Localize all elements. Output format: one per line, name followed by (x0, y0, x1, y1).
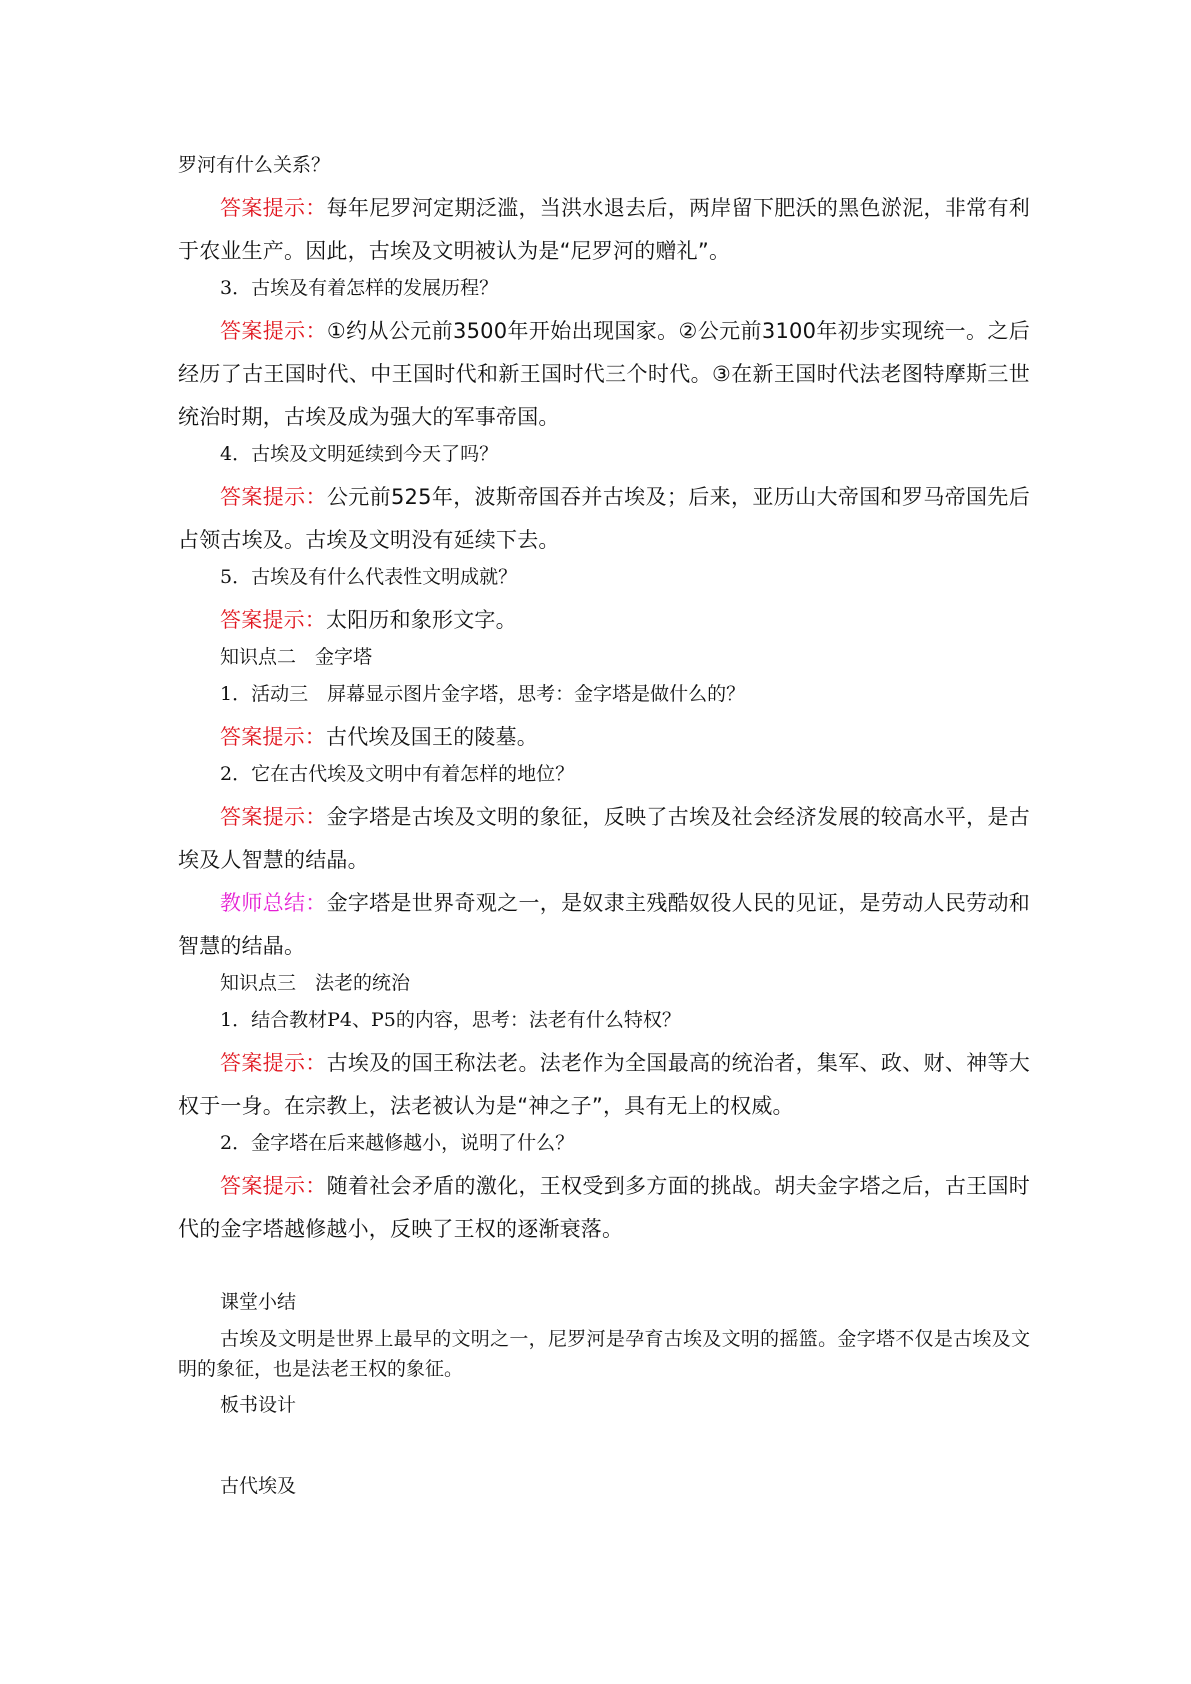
answer-text: 随着社会矛盾的激化，王权受到多方面的挑战。胡夫金字塔之后，古王国时代的金字塔越修越小，反映了王权的逐渐衰落。 (178, 1174, 1030, 1241)
answer-hint-label: 答案提示： (220, 1051, 327, 1075)
answer-paragraph (178, 310, 1030, 439)
answer-text: 公元前525年，波斯帝国吞并古埃及；后来，亚历山大帝国和罗马帝国先后占领古埃及。古埃及文明没有延续下去。 (178, 485, 1030, 552)
answer-paragraph (178, 796, 1030, 882)
question-line: 4．古埃及文明延续到今天了吗？ (220, 443, 499, 465)
question-line: 罗河有什么关系？ (178, 154, 331, 176)
answer-paragraph (178, 1042, 1030, 1128)
board-item: 古代埃及 (220, 1475, 297, 1497)
question-line: 5．古埃及有什么代表性文明成就？ (220, 566, 518, 588)
answer-hint-label: 答案提示： (220, 196, 327, 220)
answer-text: 太阳历和象形文字。 (326, 608, 517, 632)
qa-blocks (178, 150, 1030, 1251)
answer-hint-label: 答案提示： (220, 1174, 327, 1198)
answer-paragraph (178, 1165, 1030, 1251)
question-line: 2．金字塔在后来越修越小，说明了什么？ (220, 1132, 575, 1154)
board-heading: 板书设计 (220, 1394, 297, 1416)
answer-paragraph (178, 882, 1030, 968)
question-line: 3．古埃及有着怎样的发展历程？ (220, 277, 499, 299)
question-line: 知识点三 法老的统治 (220, 972, 411, 994)
answer-text: 古埃及的国王称法老。法老作为全国最高的统治者，集军、政、财、神等大权于一身。在宗教上，法老被认为是“神之子”，具有无上的权威。 (178, 1051, 1030, 1118)
answer-hint-label: 答案提示： (220, 725, 326, 749)
summary-heading: 课堂小结 (220, 1291, 297, 1313)
answer-hint-label: 答案提示： (220, 485, 327, 509)
answer-hint-label: 答案提示： (220, 608, 326, 632)
answer-hint-label: 答案提示： (220, 319, 327, 343)
question-line: 1．结合教材P4、P5的内容，思考：法老有什么特权？ (220, 1009, 681, 1031)
answer-text: 古代埃及国王的陵墓。 (326, 725, 538, 749)
answer-text: ①约从公元前3500年开始出现国家。②公元前3100年初步实现统一。之后经历了古王国时代、中王国时代和新王国时代三个时代。③在新王国时代法老图特摩斯三世统治时期，古埃及成为强大的军事帝国。 (178, 319, 1030, 429)
question-line: 1．活动三 屏幕显示图片金字塔，思考：金字塔是做什么的？ (220, 683, 746, 705)
answer-hint-label: 答案提示： (220, 805, 327, 829)
answer-paragraph (178, 476, 1030, 562)
answer-text: 每年尼罗河定期泛滥，当洪水退去后，两岸留下肥沃的黑色淤泥，非常有利于农业生产。因此，古埃及文明被认为是“尼罗河的赠礼”。 (178, 196, 1030, 263)
question-line: 知识点二 金字塔 (220, 646, 373, 668)
teacher-summary-label: 教师总结： (220, 891, 327, 915)
summary-text: 古埃及文明是世界上最早的文明之一，尼罗河是孕育古埃及文明的摇篮。金字塔不仅是古埃及文明的象征，也是法老王权的象征。 (178, 1328, 1030, 1380)
answer-text: 金字塔是世界奇观之一，是奴隶主残酷奴役人民的见证，是劳动人民劳动和智慧的结晶。 (178, 891, 1030, 958)
question-line: 2．它在古代埃及文明中有着怎样的地位？ (220, 763, 575, 785)
answer-paragraph (178, 716, 1030, 759)
answer-paragraph (178, 187, 1030, 273)
answer-text: 金字塔是古埃及文明的象征，反映了古埃及社会经济发展的较高水平，是古埃及人智慧的结晶。 (178, 805, 1030, 872)
page-content (178, 150, 1030, 1508)
answer-paragraph (178, 599, 1030, 642)
